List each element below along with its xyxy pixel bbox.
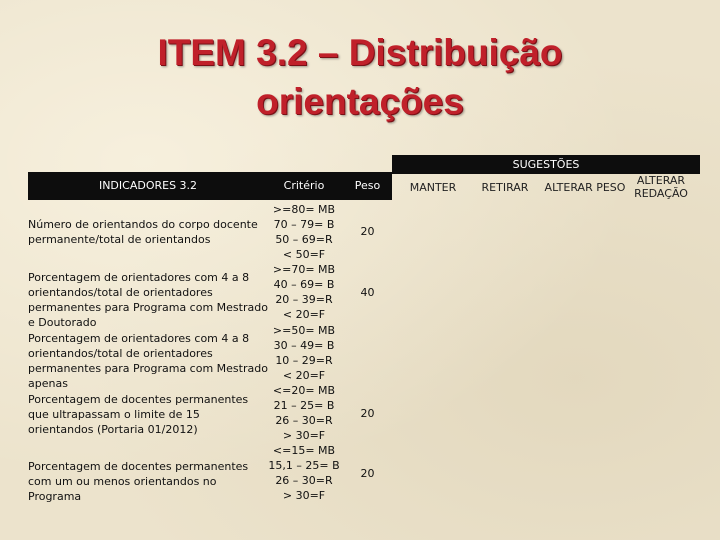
row-4-criterio-b: 21 – 25= B [273, 399, 335, 412]
row-4-criterio [268, 383, 340, 443]
table-header-bar [28, 172, 392, 200]
row-4-criterio-f: > 30=F [282, 429, 326, 442]
row-2-indicador: Porcentagem de orientadores com 4 a 8 orientandos/total de orientadores permanentes para Programa com Mestrado e Doutorado [28, 271, 268, 329]
row-4-criterio-r: 26 – 30=R [275, 414, 333, 427]
row-1-criterio [268, 202, 340, 262]
row-5-criterio-r: 26 – 30=R [275, 474, 333, 487]
header-retirar: RETIRAR [481, 180, 529, 194]
row-2-peso: 40 [360, 286, 375, 299]
header-criterio: Critério [283, 179, 325, 192]
row-5-criterio-f: > 30=F [282, 489, 326, 502]
header-indicadores: INDICADORES 3.2 [98, 179, 198, 192]
row-5-criterio-b: 15,1 – 25= B [268, 459, 340, 472]
row-4-indicador: Porcentagem de docentes permanentes que ultrapassam o limite de 15 orientandos (Portaria 01/2012) [28, 393, 249, 436]
row-5-criterio [268, 443, 340, 503]
header-manter: MANTER [409, 180, 457, 194]
row-2-criterio [268, 262, 340, 322]
row-2-criterio-r: 20 – 39=R [275, 293, 333, 306]
title-line-1: ITEM 3.2 – Distribuição [157, 32, 563, 73]
row-2-criterio-b: 40 – 69= B [273, 278, 335, 291]
header-peso: Peso [354, 179, 381, 192]
row-1-indicador: Número de orientandos do corpo docente permanente/total de orientandos [28, 218, 258, 246]
page-title [0, 28, 720, 126]
row-5-criterio-mb: <=15= MB [272, 444, 336, 457]
title-line-2: orientações [256, 81, 464, 122]
row-3-criterio-r: 10 – 29=R [275, 354, 333, 367]
row-3-criterio [268, 323, 340, 383]
row-2-criterio-mb: >=70= MB [272, 263, 336, 276]
row-3-criterio-f: < 20=F [282, 369, 326, 382]
header-alterar-redacao: ALTERAR REDAÇÃO [634, 174, 688, 200]
row-1-criterio-f: < 50=F [282, 248, 326, 261]
row-4-peso: 20 [360, 407, 375, 420]
row-1-criterio-mb: >=80= MB [272, 203, 336, 216]
row-1-criterio-b: 70 – 79= B [273, 218, 335, 231]
row-3-criterio-mb: >=50= MB [272, 324, 336, 337]
row-3-criterio-b: 30 – 49= B [273, 339, 335, 352]
sugestoes-header: SUGESTÕES [392, 155, 700, 174]
row-2-criterio-f: < 20=F [282, 308, 326, 321]
row-4-criterio-mb: <=20= MB [272, 384, 336, 397]
row-3-indicador: Porcentagem de orientadores com 4 a 8 orientandos/total de orientadores permanentes para Programa com Mestrado apenas [28, 332, 268, 390]
row-5-indicador: Porcentagem de docentes permanentes com um ou menos orientandos no Programa [28, 460, 249, 503]
row-1-criterio-r: 50 – 69=R [275, 233, 333, 246]
header-alterar-peso: ALTERAR PESO [544, 180, 626, 194]
row-1-peso: 20 [360, 225, 375, 238]
row-5-peso: 20 [360, 467, 375, 480]
